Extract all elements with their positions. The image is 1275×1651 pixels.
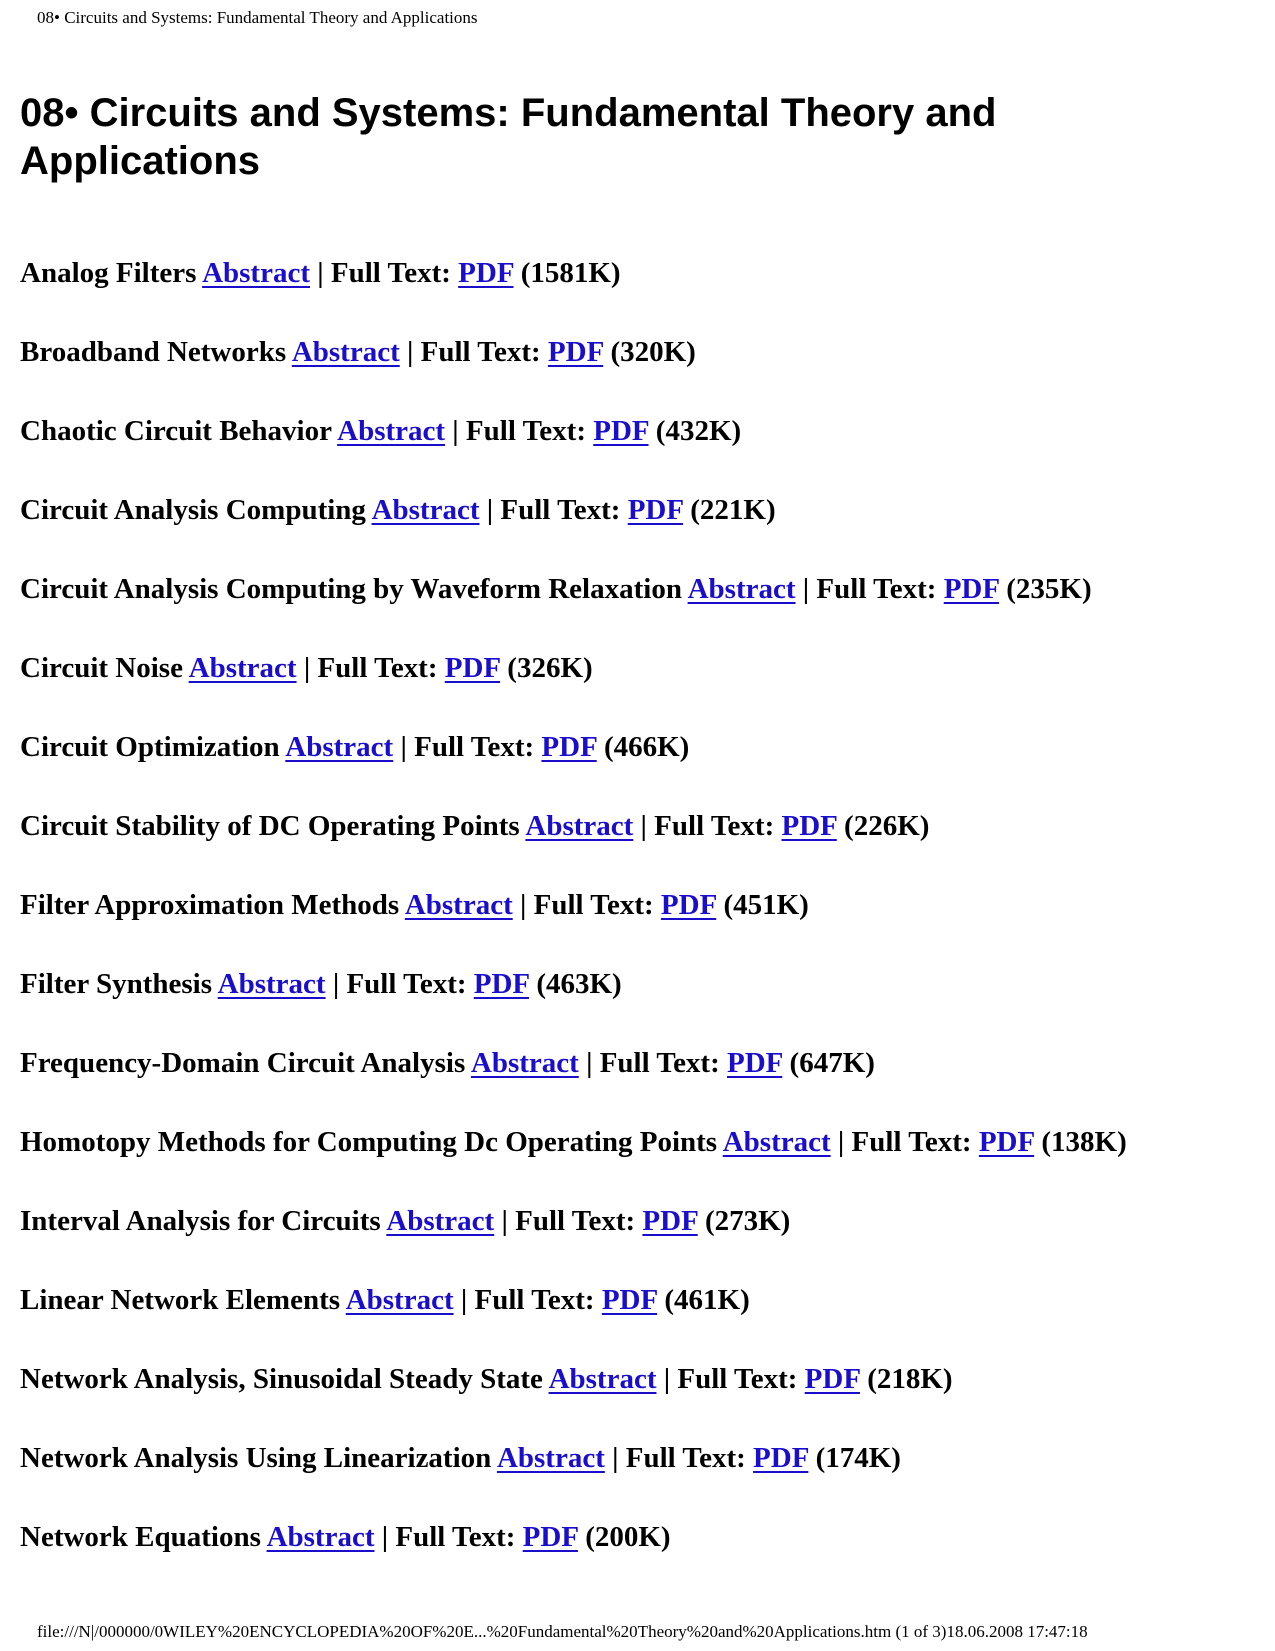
abstract-link[interactable]: Abstract (291, 336, 400, 368)
file-size: (221K) (690, 494, 776, 526)
list-item (20, 255, 1260, 334)
file-size: (174K) (815, 1442, 901, 1474)
file-size: (1581K) (520, 257, 621, 289)
file-size: (273K) (704, 1205, 791, 1237)
file-size: (432K) (655, 415, 742, 447)
file-size: (451K) (723, 889, 809, 921)
pdf-link[interactable]: PDF (473, 968, 530, 1000)
file-size: (200K) (585, 1521, 671, 1553)
abstract-link[interactable]: Abstract (687, 573, 796, 605)
file-size: (326K) (507, 652, 593, 684)
fulltext-label: | Full Text: (501, 1205, 636, 1237)
list-item (20, 650, 1260, 729)
list-item (20, 1203, 1260, 1282)
fulltext-label: | Full Text: (586, 1047, 720, 1079)
fulltext-label: | Full Text: (460, 1284, 595, 1316)
pdf-link[interactable]: PDF (627, 494, 683, 526)
file-size: (466K) (603, 731, 690, 763)
article-title: Circuit Noise (20, 652, 183, 684)
print-footer: file:///N|/000000/0WILEY%20ENCYCLOPEDIA%20OF%20E...%20Fundamental%20Theory%20and%20Applications.htm (1 of 3)18.06.2008 17:47:18 (37, 1622, 1088, 1641)
abstract-link[interactable]: Abstract (470, 1047, 579, 1079)
abstract-link[interactable]: Abstract (548, 1363, 657, 1395)
pdf-link[interactable]: PDF (642, 1205, 698, 1237)
file-size: (647K) (789, 1047, 875, 1079)
article-title: Network Analysis Using Linearization (20, 1442, 492, 1474)
article-title: Filter Synthesis (20, 968, 212, 1000)
fulltext-label: | Full Text: (332, 968, 467, 1000)
list-item (20, 1124, 1260, 1203)
article-title: Network Analysis, Sinusoidal Steady State (20, 1363, 543, 1395)
pdf-link[interactable]: PDF (593, 415, 649, 447)
abstract-link[interactable]: Abstract (386, 1205, 495, 1237)
article-title: Frequency-Domain Circuit Analysis (20, 1047, 466, 1079)
abstract-link[interactable]: Abstract (285, 731, 394, 763)
fulltext-label: | Full Text: (317, 257, 451, 289)
file-size: (463K) (536, 968, 622, 1000)
file-size: (138K) (1041, 1126, 1127, 1158)
list-item (20, 334, 1260, 413)
pdf-link[interactable]: PDF (601, 1284, 658, 1316)
list-item (20, 1440, 1260, 1519)
file-size: (218K) (867, 1363, 953, 1395)
list-item (20, 1361, 1260, 1440)
list-item (20, 1282, 1260, 1361)
abstract-link[interactable]: Abstract (337, 415, 446, 447)
file-size: (461K) (664, 1284, 750, 1316)
fulltext-label: | Full Text: (406, 336, 541, 368)
fulltext-label: | Full Text: (837, 1126, 972, 1158)
list-item (20, 492, 1260, 571)
abstract-link[interactable]: Abstract (722, 1126, 831, 1158)
list-item (20, 413, 1260, 492)
print-header: 08• Circuits and Systems: Fundamental Theory and Applications (37, 8, 478, 27)
article-title: Homotopy Methods for Computing Dc Operating Points (20, 1126, 718, 1158)
fulltext-label: | Full Text: (802, 573, 937, 605)
abstract-link[interactable]: Abstract (217, 968, 326, 1000)
article-title: Analog Filters (20, 257, 197, 289)
pdf-link[interactable]: PDF (458, 257, 514, 289)
article-list (20, 255, 1260, 1598)
list-item (20, 1519, 1260, 1598)
file-size: (320K) (610, 336, 696, 368)
article-title: Circuit Analysis Computing (20, 494, 366, 526)
abstract-link[interactable]: Abstract (371, 494, 480, 526)
pdf-link[interactable]: PDF (943, 573, 1000, 605)
article-title: Circuit Optimization (20, 731, 280, 763)
fulltext-label: | Full Text: (640, 810, 775, 842)
pdf-link[interactable]: PDF (781, 810, 837, 842)
fulltext-label: | Full Text: (400, 731, 535, 763)
article-title: Linear Network Elements (20, 1284, 341, 1316)
fulltext-label: | Full Text: (452, 415, 586, 447)
pdf-link[interactable]: PDF (522, 1521, 578, 1553)
list-item (20, 1045, 1260, 1124)
pdf-link[interactable]: PDF (978, 1126, 1035, 1158)
fulltext-label: | Full Text: (519, 889, 654, 921)
article-title: Circuit Stability of DC Operating Points (20, 810, 520, 842)
article-title: Filter Approximation Methods (20, 889, 400, 921)
article-title: Interval Analysis for Circuits (20, 1205, 381, 1237)
pdf-link[interactable]: PDF (547, 336, 604, 368)
abstract-link[interactable]: Abstract (202, 257, 310, 289)
page-title: 08• Circuits and Systems: Fundamental Theory and Applications (20, 91, 997, 183)
pdf-link[interactable]: PDF (444, 652, 501, 684)
fulltext-label: | Full Text: (663, 1363, 798, 1395)
abstract-link[interactable]: Abstract (266, 1521, 375, 1553)
fulltext-label: | Full Text: (381, 1521, 516, 1553)
list-item (20, 966, 1260, 1045)
list-item (20, 887, 1260, 966)
fulltext-label: | Full Text: (486, 494, 621, 526)
list-item (20, 571, 1260, 650)
fulltext-label: | Full Text: (303, 652, 438, 684)
abstract-link[interactable]: Abstract (404, 889, 513, 921)
pdf-link[interactable]: PDF (753, 1442, 809, 1474)
file-size: (226K) (844, 810, 930, 842)
pdf-link[interactable]: PDF (804, 1363, 860, 1395)
abstract-link[interactable]: Abstract (345, 1284, 454, 1316)
file-size: (235K) (1006, 573, 1092, 605)
pdf-link[interactable]: PDF (727, 1047, 783, 1079)
abstract-link[interactable]: Abstract (525, 810, 634, 842)
abstract-link[interactable]: Abstract (496, 1442, 605, 1474)
pdf-link[interactable]: PDF (660, 889, 717, 921)
list-item (20, 729, 1260, 808)
article-title: Circuit Analysis Computing by Waveform Relaxation (20, 573, 682, 605)
article-title: Broadband Networks (20, 336, 287, 368)
abstract-link[interactable]: Abstract (188, 652, 297, 684)
article-title: Chaotic Circuit Behavior (20, 415, 332, 447)
pdf-link[interactable]: PDF (541, 731, 597, 763)
article-title: Network Equations (20, 1521, 261, 1553)
list-item (20, 808, 1260, 887)
fulltext-label: | Full Text: (612, 1442, 746, 1474)
